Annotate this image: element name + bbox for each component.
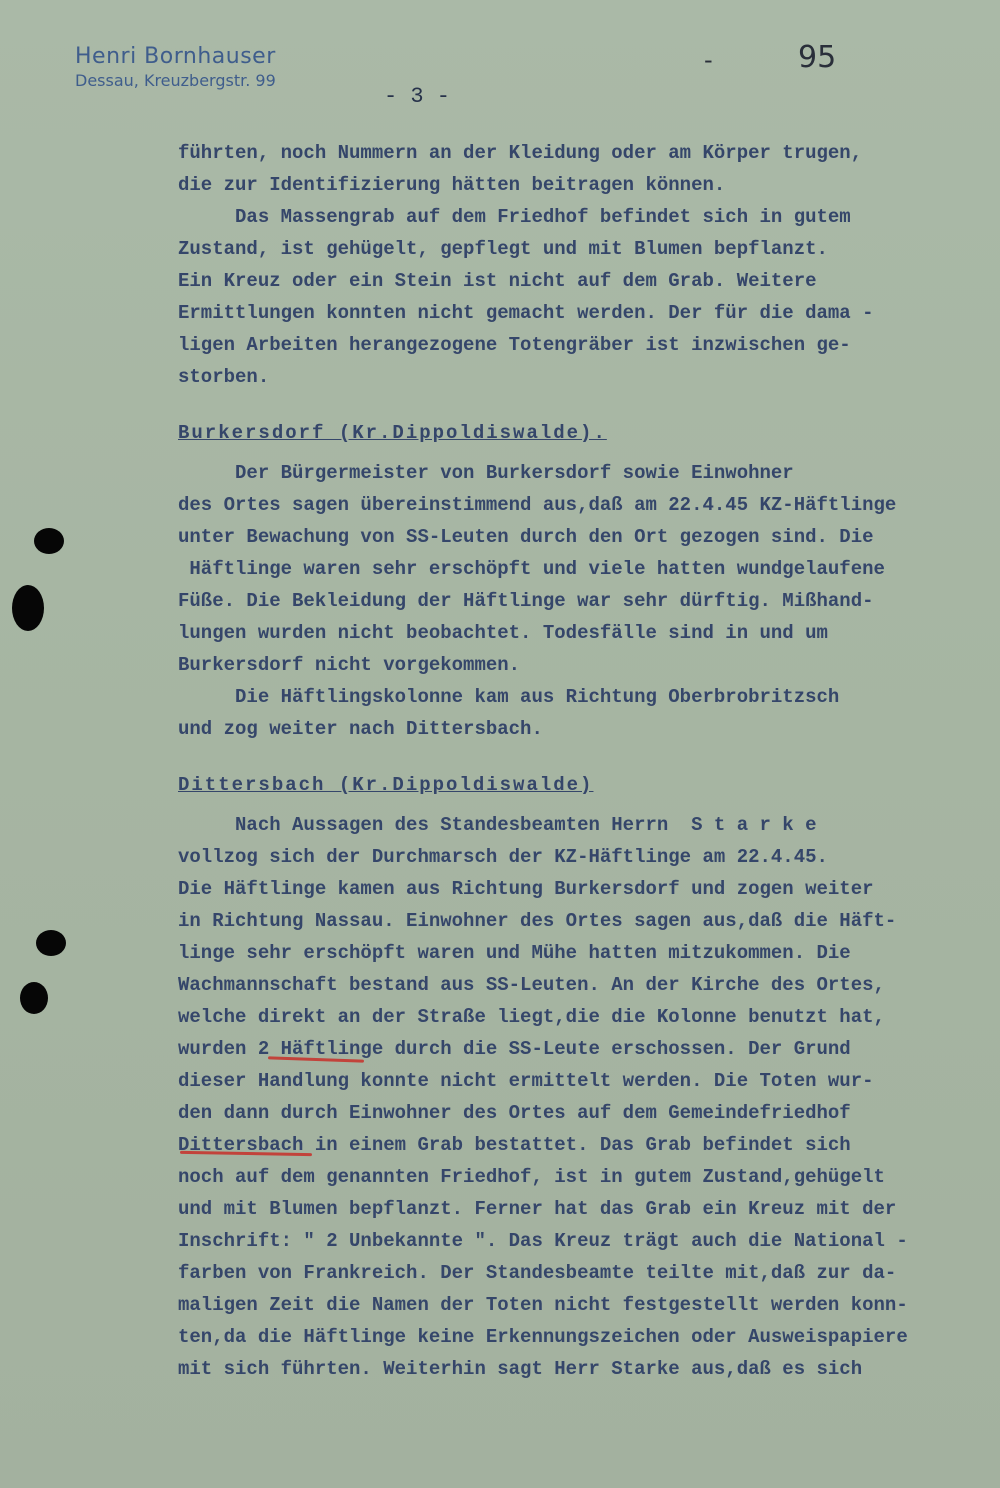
section2-line: in Richtung Nassau. Einwohner des Ortes sagen aus,daß die Häft-: [178, 910, 897, 932]
section1-line: Die Häftlingskolonne kam aus Richtung Oberbrobritzsch: [178, 686, 840, 708]
section2-line: und mit Blumen bepflanzt. Ferner hat das Grab ein Kreuz mit der: [178, 1198, 897, 1220]
punch-hole: [20, 982, 48, 1014]
intro-line: storben.: [178, 366, 270, 388]
stamp-name: Henri Bornhauser: [75, 44, 276, 69]
section2-line: Dittersbach in einem Grab bestattet. Das Grab befindet sich: [178, 1134, 851, 1156]
intro-line: Ein Kreuz oder ein Stein ist nicht auf dem Grab. Weitere: [178, 270, 817, 292]
section2-line: Inschrift: " 2 Unbekannte ". Das Kreuz trägt auch die National -: [178, 1230, 908, 1252]
section1-line: unter Bewachung von SS-Leuten durch den Ort gezogen sind. Die: [178, 526, 874, 548]
section2-line: farben von Frankreich. Der Standesbeamte teilte mit,daß zur da-: [178, 1262, 897, 1284]
section2-line: mit sich führten. Weiterhin sagt Herr Starke aus,daß es sich: [178, 1358, 863, 1380]
intro-line: Ermittlungen konnten nicht gemacht werden. Der für die dama -: [178, 302, 874, 324]
section1-line: Burkersdorf nicht vorgekommen.: [178, 654, 521, 676]
intro-line: führten, noch Nummern an der Kleidung oder am Körper trugen,: [178, 142, 863, 164]
folio-mark: -: [704, 46, 713, 74]
section1-line: des Ortes sagen übereinstimmend aus,daß am 22.4.45 KZ-Häftlinge: [178, 494, 897, 516]
section2-line: Wachmannschaft bestand aus SS-Leuten. An der Kirche des Ortes,: [178, 974, 885, 996]
intro-line: Zustand, ist gehügelt, gepflegt und mit Blumen bepflanzt.: [178, 238, 828, 260]
page-marker: - 3 -: [384, 84, 451, 109]
section1-line: lungen wurden nicht beobachtet. Todesfälle sind in und um: [178, 622, 828, 644]
section2-line: welche direkt an der Straße liegt,die die Kolonne benutzt hat,: [178, 1006, 885, 1028]
section2-line: vollzog sich der Durchmarsch der KZ-Häftlinge am 22.4.45.: [178, 846, 828, 868]
stamp-address: Dessau, Kreuzbergstr. 99: [75, 71, 276, 90]
section1-line: Häftlinge waren sehr erschöpft und viele hatten wundgelaufene: [178, 558, 885, 580]
section1-line: Der Bürgermeister von Burkersdorf sowie Einwohner: [178, 462, 794, 484]
intro-line: die zur Identifizierung hätten beitragen können.: [178, 174, 726, 196]
folio-number: 95: [798, 40, 837, 75]
section2-line: maligen Zeit die Namen der Toten nicht festgestellt werden konn-: [178, 1294, 908, 1316]
section2-line: Nach Aussagen des Standesbeamten Herrn S t a r k e: [178, 814, 817, 836]
intro-line: Das Massengrab auf dem Friedhof befindet sich in gutem: [178, 206, 851, 228]
intro-line: ligen Arbeiten herangezogene Totengräber ist inzwischen ge-: [178, 334, 851, 356]
section2-line: den dann durch Einwohner des Ortes auf dem Gemeindefriedhof: [178, 1102, 851, 1124]
section2-line: ten,da die Häftlinge keine Erkennungszeichen oder Ausweispapiere: [178, 1326, 908, 1348]
section-heading-dittersbach: Dittersbach (Kr.Dippoldiswalde): [178, 774, 594, 796]
section2-line: wurden 2 Häftlinge durch die SS-Leute erschossen. Der Grund: [178, 1038, 851, 1060]
section1-line: Füße. Die Bekleidung der Häftlinge war sehr dürftig. Mißhand-: [178, 590, 874, 612]
section-heading-burkersdorf: Burkersdorf (Kr.Dippoldiswalde).: [178, 422, 607, 444]
section2-line: dieser Handlung konnte nicht ermittelt werden. Die Toten wur-: [178, 1070, 874, 1092]
section2-line: noch auf dem genannten Friedhof, ist in gutem Zustand,gehügelt: [178, 1166, 885, 1188]
section2-line: linge sehr erschöpft waren und Mühe hatten mitzukommen. Die: [178, 942, 851, 964]
section1-line: und zog weiter nach Dittersbach.: [178, 718, 543, 740]
section2-line: Die Häftlinge kamen aus Richtung Burkersdorf und zogen weiter: [178, 878, 874, 900]
